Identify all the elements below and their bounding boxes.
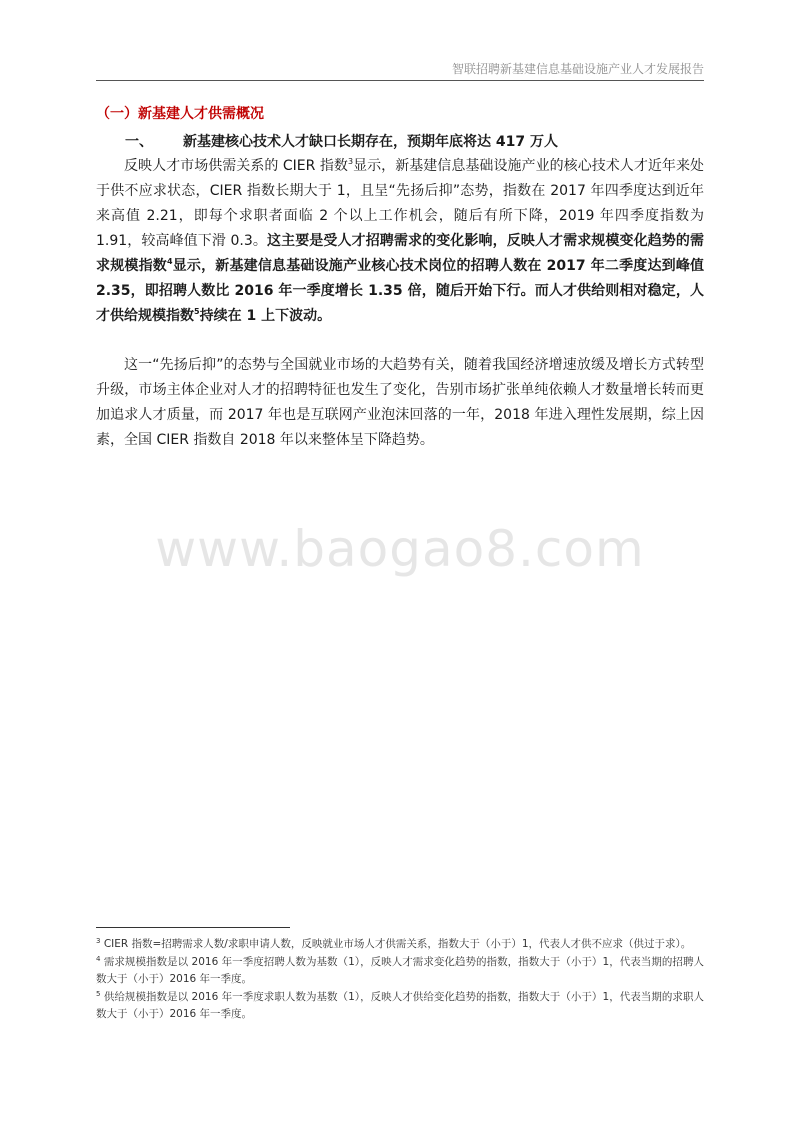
footnotes xyxy=(96,936,704,1024)
footnote-ref-5[interactable]: 5 xyxy=(194,307,200,316)
footnote-5 xyxy=(96,989,704,1023)
para1-text-1: 反映人才市场供需关系的 CIER 指数 xyxy=(124,158,348,174)
heading xyxy=(125,131,558,151)
footnote-text: 供给规模指数是以 2016 年一季度求职人数为基数（1），反映人才供给变化趋势的指数，指数大于（小于）1，代表当期的求职人数大于（小于）2016 年一季度。 xyxy=(96,991,704,1020)
header-divider xyxy=(96,80,704,81)
watermark: www.baogao8.com xyxy=(155,520,645,578)
footnote-mark: 3 xyxy=(96,937,101,945)
footnote-mark: 4 xyxy=(96,955,101,963)
footnote-ref-3[interactable]: 3 xyxy=(347,157,354,166)
para1-text-5: 持续在 1 上下波动。 xyxy=(199,308,332,324)
page-header: 智联招聘新基建信息基础设施产业人才发展报告 xyxy=(451,62,704,76)
heading-text: 新基建核心技术人才缺口长期存在，预期年底将达 417 万人 xyxy=(183,134,558,150)
para1-text-3: 这主要是受人才招聘需求的变化影响，反映人才需求规模变化趋势的需求规模指数 xyxy=(96,233,705,274)
paragraph-2: 这一“先扬后抑”的态势与全国就业市场的大趋势有关，随着我国经济增速放缓及增长方式转型升级，市场主体企业对人才的招聘特征也发生了变化，告别市场扩张单纯依赖人才数量增长转而更加追求人才质量，而 2017 年也是互联网产业泡沫回落的一年，2018 年进入理性发展期，综上因素，全国 CIER 指数自 2018 年以来整体呈下降趋势。 xyxy=(96,357,704,448)
heading-number: 一、 xyxy=(125,134,153,150)
footnote-text: 需求规模指数是以 2016 年一季度招聘人数为基数（1），反映人才需求变化趋势的指数，指数大于（小于）1，代表当期的招聘人数大于（小于）2016 年一季度。 xyxy=(96,956,704,985)
footnote-3 xyxy=(96,936,704,953)
footnote-text: CIER 指数=招聘需求人数/求职申请人数，反映就业市场人才供需关系，指数大于（小于）1，代表人才供不应求（供过于求）。 xyxy=(103,938,692,950)
footnote-4 xyxy=(96,954,704,988)
footnote-ref-4[interactable]: 4 xyxy=(166,257,173,266)
para1-text-4: 显示，新基建信息基础设施产业核心技术岗位的招聘人数在 2017 年二季度达到峰值 2.35，即招聘人数比 2016 年一季度增长 1.35 倍，随后开始下行。而人才供给则相对稳定，人才供给规模指数 xyxy=(96,258,705,324)
footnote-mark: 5 xyxy=(96,990,101,998)
section-title: （一）新基建人才供需概况 xyxy=(96,106,264,122)
footnote-divider xyxy=(96,927,290,928)
paragraph-1 xyxy=(96,154,704,329)
para1-text-2: 显示，新基建信息基础设施产业的核心技术人才近年来处于供不应求状态，CIER 指数长期大于 1，且呈“先扬后抑”态势，指数在 2017 年四季度达到近年来高值 2.21，即每个求职者面临 2 个以上工作机会，随后有所下降，2019 年四季度指数为 1.91，较高峰值下滑 0.3。 xyxy=(96,158,704,249)
